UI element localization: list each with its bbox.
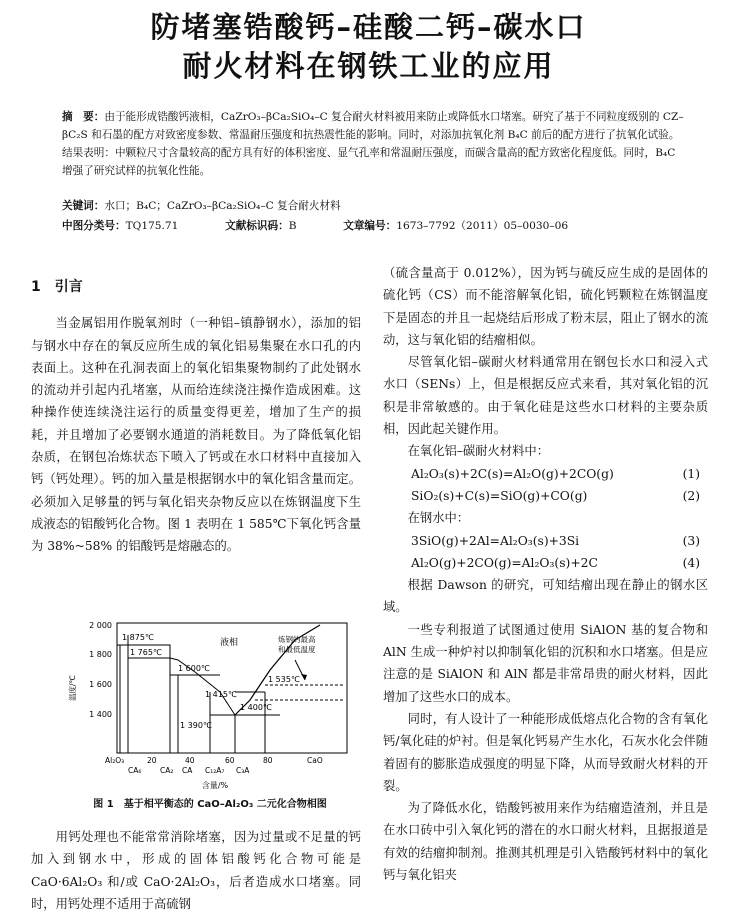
x-tick-ca2: CA₂ — [160, 766, 174, 775]
label-1765: 1 765℃ — [130, 648, 162, 657]
equation-2-text: SiO₂(s)+C(s)=SiO(g)+CO(g) — [411, 488, 588, 503]
x-tick-80: 80 — [263, 756, 273, 765]
x-tick-c3a: C₃A — [236, 766, 250, 775]
eq-intro-alumina-carbon: 在氧化铝–碳耐火材料中： — [407, 444, 550, 459]
intro-paragraph-2: 用钙处理也不能常常消除堵塞，因为过量或不足量的钙加入到钢水中，形成的固体铝酸钙化合物可能是 CaO·6Al₂O₃ 和/或 CaO·2Al₂O₃，后者造成水口堵塞。同时，用钙处理不适用于高硫钢 — [31, 830, 361, 911]
x-tick-40: 40 — [185, 756, 195, 765]
abstract-label: 摘 要： — [62, 111, 105, 123]
label-1400: 1 400℃ — [240, 703, 272, 712]
label-steel-temp-1: 炼钢的最高 — [278, 635, 316, 644]
figure-caption: 图 1 基于相平衡态的 CaO–Al₂O₃ 二元化合物相图 — [93, 799, 327, 810]
right-paragraph-5: 同时，有人设计了一种能形成低熔点化合物的含有氧化钙/氧化硅的炉衬。但是氧化钙易产生水化，石灰水化会伴随着固有的膨胀造成强度的明显下降，从而导致耐火材料的开裂。 — [383, 711, 708, 793]
equation-2-number: (2) — [682, 488, 700, 503]
section-heading-intro: 1 引言 — [31, 279, 83, 295]
abstract-text: 由于能形成锆酸钙液相，CaZrO₃–βCa₂SiO₄–C 复合耐火材料被用来防止或降低水口堵塞。研究了基于不同粒度级别的 CZ–βC₂S 和石墨的配方对致密度参数、常温耐压强度和抗热震性能的影响。同时，对添加抗氧化剂 B₄C 前后的配方进行了抗氧化试验。结果表明：中颗粒尺寸含量较高的配方具有好的体积密度、显气孔率和常温耐压强度，而碳含量高的配方致密化程度低。同时，B₄C 增强了研究试样的抗氧化性能。 — [62, 111, 684, 177]
equation-4-text: Al₂O(g)+2CO(g)=Al₂O₃(s)+2C — [411, 555, 598, 570]
y-tick-1600: 1 600 — [89, 680, 112, 689]
equation-1 — [383, 463, 708, 485]
left-column-bottom — [31, 826, 361, 915]
equation-4-number: (4) — [682, 555, 700, 570]
label-liquid: 液相 — [220, 638, 239, 648]
x-axis-label: 含量/% — [201, 781, 229, 790]
x-tick-ca6: CA₆ — [128, 766, 142, 775]
x-tick-ca: CA — [182, 766, 193, 775]
x-tick-20: 20 — [147, 756, 157, 765]
classification-line — [62, 218, 702, 233]
equation-3-number: (3) — [682, 533, 700, 548]
paper-title-line2: 耐火材料在钢铁工业的应用 — [182, 49, 555, 83]
right-column — [383, 262, 708, 886]
right-paragraph-4: 一些专利报道了试图通过使用 SiAlON 基的复合物和 AlN 生成一种炉衬以抑制氧化铝的沉积和水口堵塞。但是应注意的是 SiAlON 和 AlN 都是非常昂贵的耐火材料，因此增加了这些水口的成本。 — [383, 622, 708, 704]
label-1600: 1 600℃ — [178, 664, 210, 673]
right-paragraph-2: 尽管氧化铝–碳耐火材料通常用在钢包长水口和浸入式水口（SENs）上，但是根据反应式来看，其对氧化铝的沉积是非常敏感的。由于氧化硅是这些水口材料的主要杂质相，因此起关键作用。 — [383, 355, 708, 437]
equation-3-text: 3SiO(g)+2Al=Al₂O₃(s)+3Si — [411, 533, 580, 548]
clc-label: 中图分类号： — [62, 220, 126, 232]
article-number-value: 1673–7792（2011）05–0030–06 — [396, 220, 569, 232]
label-1535: 1 535℃ — [268, 675, 300, 684]
label-1875: 1 875℃ — [122, 633, 154, 642]
y-tick-1400: 1 400 — [89, 710, 112, 719]
keywords-label: 关键词： — [62, 200, 105, 212]
right-paragraph-3: 根据 Dawson 的研究，可知结瘤出现在静止的钢水区域。 — [383, 578, 708, 615]
label-1415: 1 415℃ — [205, 690, 237, 699]
intro-paragraph-1: 当金属铝用作脱氧剂时（一种铝–镇静钢水），添加的铝与钢水中存在的氧反应所生成的氧化铝易集聚在水口孔的内表面上。这种在孔洞表面上的氧化铝集聚物制约了此处钢水的流动并引起内孔堵塞，从而给连续浇注操作造成困难。这种操作使连续浇注运行的质量变得更差，增加了生产的损耗，并且增加了必要钢水通道的消耗数目。为了降低氧化铝杂质，在钢包冶炼状态下喷入了钙或在水口材料中直接加入钙（钙处理）。钙的加入量是根据钢水中的氧化铝含量而定。必须加入足够量的钙与氧化铝夹杂物反应以在炼钢温度下生成液态的铝酸钙化合物。图 1 表明在 1 585℃下氧化钙含量为 38%~58% 的铝酸钙是熔融态的。 — [31, 316, 361, 554]
doc-code-label: 文献标识码： — [225, 220, 289, 232]
equation-4 — [383, 552, 708, 574]
article-number-label: 文章编号： — [343, 220, 397, 232]
right-paragraph-6: 为了降低水化，锆酸钙被用来作为结瘤造渣剂，并且是在水口砖中引入氧化钙的潜在的水口耐火材料，且据报道是有效的结瘤抑制剂。推测其机理是引入锆酸钙材料中的氧化钙与氧化铝夹 — [383, 801, 708, 883]
x-tick-c12a7: C₁₂A₇ — [205, 766, 225, 775]
x-tick-cao: CaO — [307, 756, 323, 765]
x-tick-al2o3: Al₂O₃ — [105, 756, 125, 765]
keywords — [62, 197, 687, 215]
abstract — [62, 108, 687, 180]
paper-title-line1: 防堵塞锆酸钙–硅酸二钙–碳水口 — [150, 10, 587, 44]
y-tick-2000: 2 000 — [89, 621, 112, 630]
right-paragraph-1: （硫含量高于 0.012%），因为钙与硫反应生成的是固体的硫化钙（CS）而不能溶解氧化铝，硫化钙颗粒在炼钢温度下是固态的并且一起烧结后形成了粉末层，阻止了钢水的流动，这与氧化铝的结瘤相似。 — [383, 266, 708, 347]
equation-3 — [383, 530, 708, 552]
y-tick-1800: 1 800 — [89, 650, 112, 659]
equation-1-number: (1) — [682, 466, 700, 481]
doc-code-value: B — [288, 220, 297, 232]
y-axis-label: 温度/℃ — [68, 675, 77, 701]
x-tick-60: 60 — [225, 756, 235, 765]
equation-2 — [383, 485, 708, 507]
clc-value: TQ175.71 — [125, 220, 179, 232]
label-1390: 1 390℃ — [180, 721, 212, 730]
left-column — [31, 262, 361, 558]
label-steel-temp-2: 和最低温度 — [278, 645, 316, 654]
keywords-text: 水口；B₄C；CaZrO₃–βCa₂SiO₄–C 复合耐火材料 — [104, 200, 341, 212]
eq-intro-molten-steel: 在钢水中： — [407, 511, 470, 526]
equation-1-text: Al₂O₃(s)+2C(s)=Al₂O(g)+2CO(g) — [411, 466, 614, 481]
